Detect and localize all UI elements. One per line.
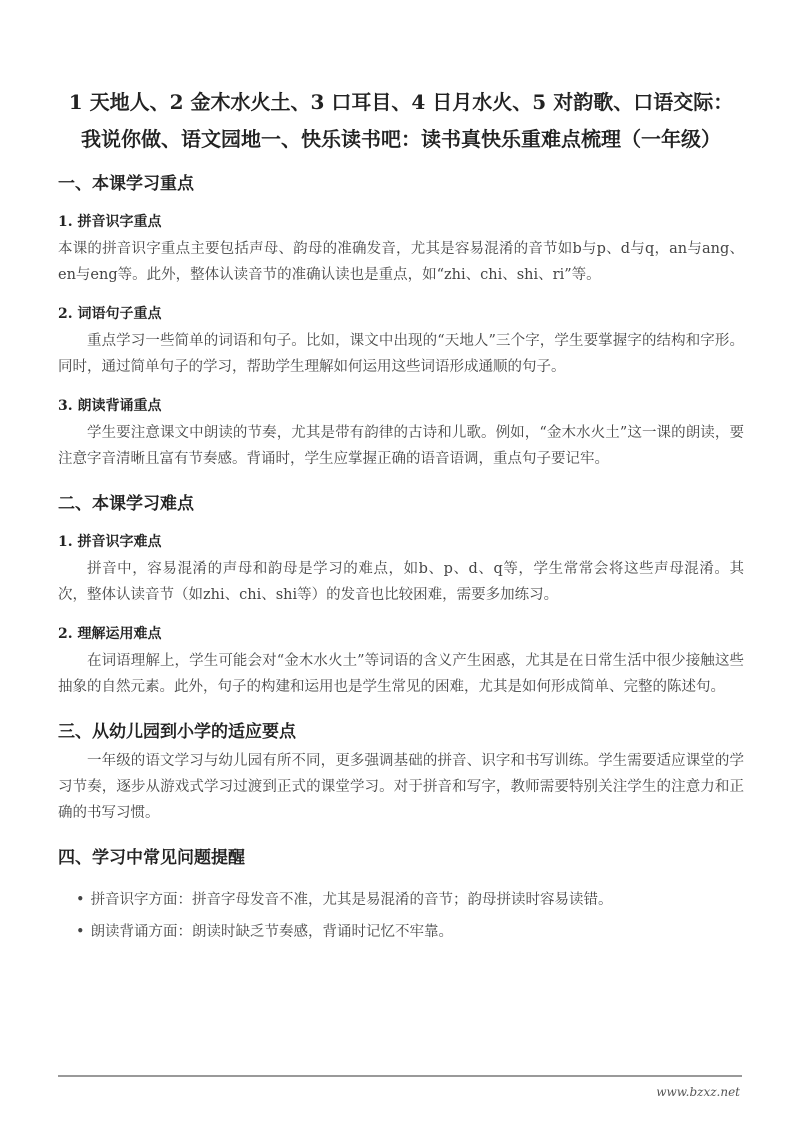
subheading-pinyin-difficulty: 1. 拼音识字难点 xyxy=(58,534,162,550)
paragraph: 学生要注意课文中朗读的节奏，尤其是带有韵律的古诗和儿歌。例如，“金木水火土”这一课的朗读，要注意字音清晰且富有节奏感。背诵时，学生应掌握正确的语音语调，重点句子要记牢。 xyxy=(58,425,744,467)
footer-url: www.bzxz.net xyxy=(656,1085,740,1099)
paragraph: 一年级的语文学习与幼儿园有所不同，更多强调基础的拼音、识字和书写训练。学生需要适应课堂的学习节奏，逐步从游戏式学习过渡到正式的课堂学习。对于拼音和写字，教师需要特别关注学生的注意力和正确的书写习惯。 xyxy=(58,753,744,821)
problem-list xyxy=(58,884,744,948)
section-heading-difficulties: 二、本课学习难点 xyxy=(58,494,194,514)
subheading-words-key: 2. 词语句子重点 xyxy=(58,306,162,322)
subheading-pinyin-key: 1. 拼音识字重点 xyxy=(58,214,162,230)
document-body xyxy=(58,84,744,948)
document-title: 1 天地人、2 金木水火土、3 口耳目、4 日月水火、5 对韵歌、口语交际：我说你做、语文园地一、快乐读书吧：读书真快乐重难点梳理（一年级） xyxy=(68,90,734,151)
footer-divider xyxy=(58,1075,742,1077)
section-heading-adaptation: 三、从幼儿园到小学的适应要点 xyxy=(58,722,296,742)
subheading-reading-key: 3. 朗读背诵重点 xyxy=(58,398,162,414)
paragraph: 拼音中，容易混淆的声母和韵母是学习的难点，如b、p、d、q等，学生常常会将这些声母混淆。其次，整体认读音节（如zhi、chi、shi等）的发音也比较困难，需要多加练习。 xyxy=(58,561,744,603)
paragraph: 重点学习一些简单的词语和句子。比如，课文中出现的“天地人”三个字，学生要掌握字的结构和字形。同时，通过简单句子的学习，帮助学生理解如何运用这些词语形成通顺的句子。 xyxy=(58,333,744,375)
bullet-item: • 朗读背诵方面：朗读时缺乏节奏感，背诵时记忆不牢靠。 xyxy=(76,916,744,948)
subheading-usage-difficulty: 2. 理解运用难点 xyxy=(58,626,162,642)
paragraph: 本课的拼音识字重点主要包括声母、韵母的准确发音，尤其是容易混淆的音节如b与p、d与q，an与ang、en与eng等。此外，整体认读音节的准确认读也是重点，如“zhi、chi、shi、ri”等。 xyxy=(58,241,744,283)
section-heading-key-points: 一、本课学习重点 xyxy=(58,174,194,194)
section-heading-common-problems: 四、学习中常见问题提醒 xyxy=(58,848,245,868)
bullet-item: • 拼音识字方面：拼音字母发音不准，尤其是易混淆的音节；韵母拼读时容易读错。 xyxy=(76,884,744,916)
paragraph: 在词语理解上，学生可能会对“金木水火土”等词语的含义产生困惑，尤其是在日常生活中很少接触这些抽象的自然元素。此外，句子的构建和运用也是学生常见的困难，尤其是如何形成简单、完整的陈述句。 xyxy=(58,653,744,695)
